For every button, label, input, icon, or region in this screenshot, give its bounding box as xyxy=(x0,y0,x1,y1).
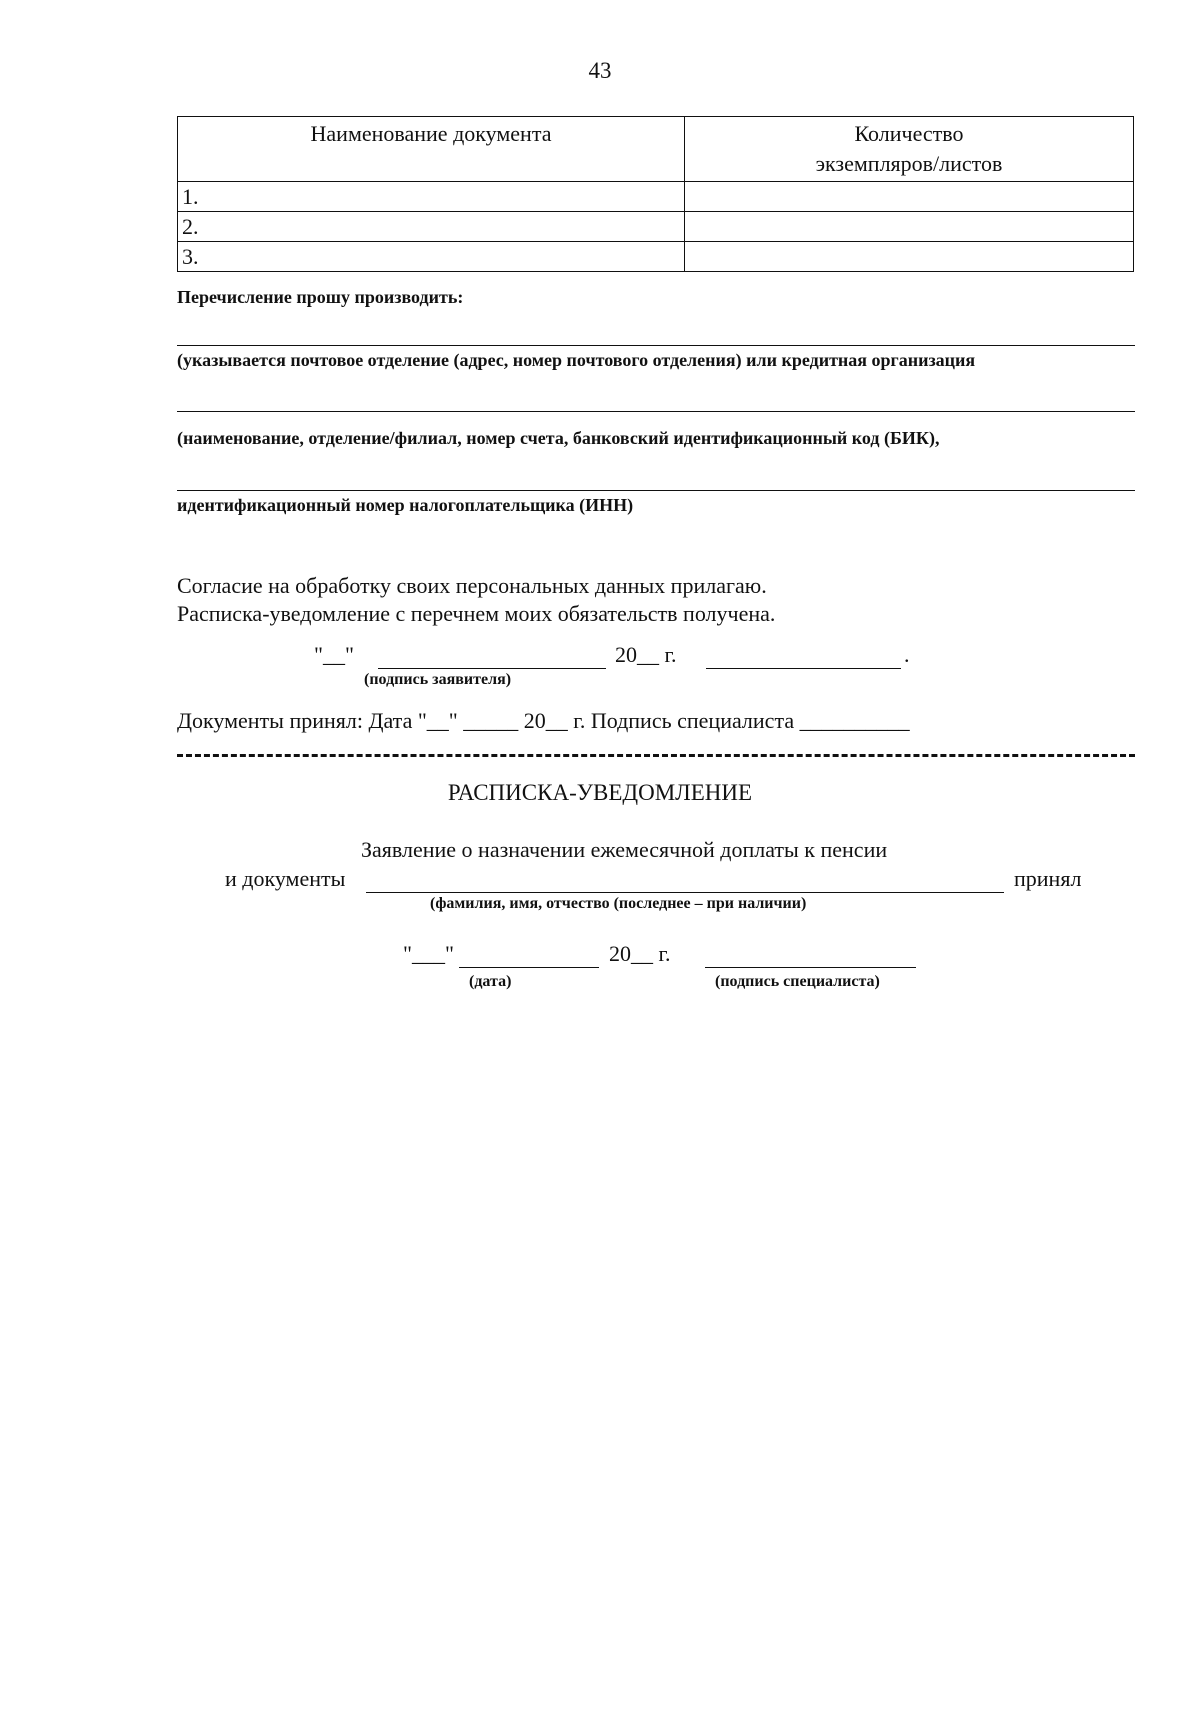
header-count xyxy=(685,117,1134,182)
documents-table xyxy=(177,116,1134,272)
receipt-line-1: Заявление о назначении ежемесячной доплаты к пенсии xyxy=(361,837,888,862)
accepted-line: Документы принял: Дата "__" _____ 20__ г. Подпись специалиста __________ xyxy=(177,708,910,733)
receipt-year: 20__ г. xyxy=(609,941,671,966)
payment-intro: Перечисление прошу производить: xyxy=(177,287,464,307)
receipt-fio-caption: (фамилия, имя, отчество (последнее – при наличии) xyxy=(430,895,807,912)
header-document-name: Наименование документа xyxy=(178,117,685,182)
receipt-date-caption: (дата) xyxy=(469,973,512,990)
payment-hint-1: (указывается почтовое отделение (адрес, номер почтового отделения) или кредитная организация xyxy=(177,350,976,370)
receipt-date-prefix: "___" xyxy=(403,941,454,966)
receipt-documents-label: и документы xyxy=(225,866,346,891)
table-row xyxy=(178,242,1134,272)
row-number[interactable]: 2. xyxy=(178,212,685,242)
header-count-line1: Количество xyxy=(854,121,964,146)
row-count[interactable] xyxy=(685,212,1134,242)
table-row xyxy=(178,212,1134,242)
row-number[interactable]: 3. xyxy=(178,242,685,272)
receipt-signature-caption: (подпись специалиста) xyxy=(715,973,880,990)
receipt-signature-line[interactable] xyxy=(705,967,916,968)
receipt-date-line[interactable] xyxy=(459,967,599,968)
consent-date-prefix: "__" xyxy=(314,642,354,667)
payment-hint-2: (наименование, отделение/филиал, номер счета, банковский идентификационный код (БИК), xyxy=(177,428,940,448)
row-count[interactable] xyxy=(685,242,1134,272)
row-count[interactable] xyxy=(685,182,1134,212)
consent-year: 20__ г. xyxy=(615,642,677,667)
consent-extra-line[interactable] xyxy=(706,668,901,669)
receipt-fio-line[interactable] xyxy=(366,892,1004,893)
table-row xyxy=(178,182,1134,212)
consent-signature-line[interactable] xyxy=(378,668,606,669)
row-number[interactable]: 1. xyxy=(178,182,685,212)
table-header-row xyxy=(178,117,1134,182)
payment-line-3[interactable] xyxy=(177,490,1135,491)
payment-hint-3: идентификационный номер налогоплательщика (ИНН) xyxy=(177,495,634,515)
consent-line-2: Расписка-уведомление с перечнем моих обязательств получена. xyxy=(177,601,776,626)
consent-dot: . xyxy=(904,642,910,667)
receipt-accepted-label: принял xyxy=(1014,866,1082,891)
cut-line xyxy=(177,754,1135,757)
payment-line-1[interactable] xyxy=(177,345,1135,346)
receipt-title: РАСПИСКА-УВЕДОМЛЕНИЕ xyxy=(447,780,753,805)
page-number: 43 xyxy=(588,58,612,83)
consent-signature-caption: (подпись заявителя) xyxy=(364,671,512,688)
header-count-line2: экземпляров/листов xyxy=(815,151,1003,176)
consent-line-1: Согласие на обработку своих персональных данных прилагаю. xyxy=(177,573,767,598)
payment-line-2[interactable] xyxy=(177,411,1135,412)
